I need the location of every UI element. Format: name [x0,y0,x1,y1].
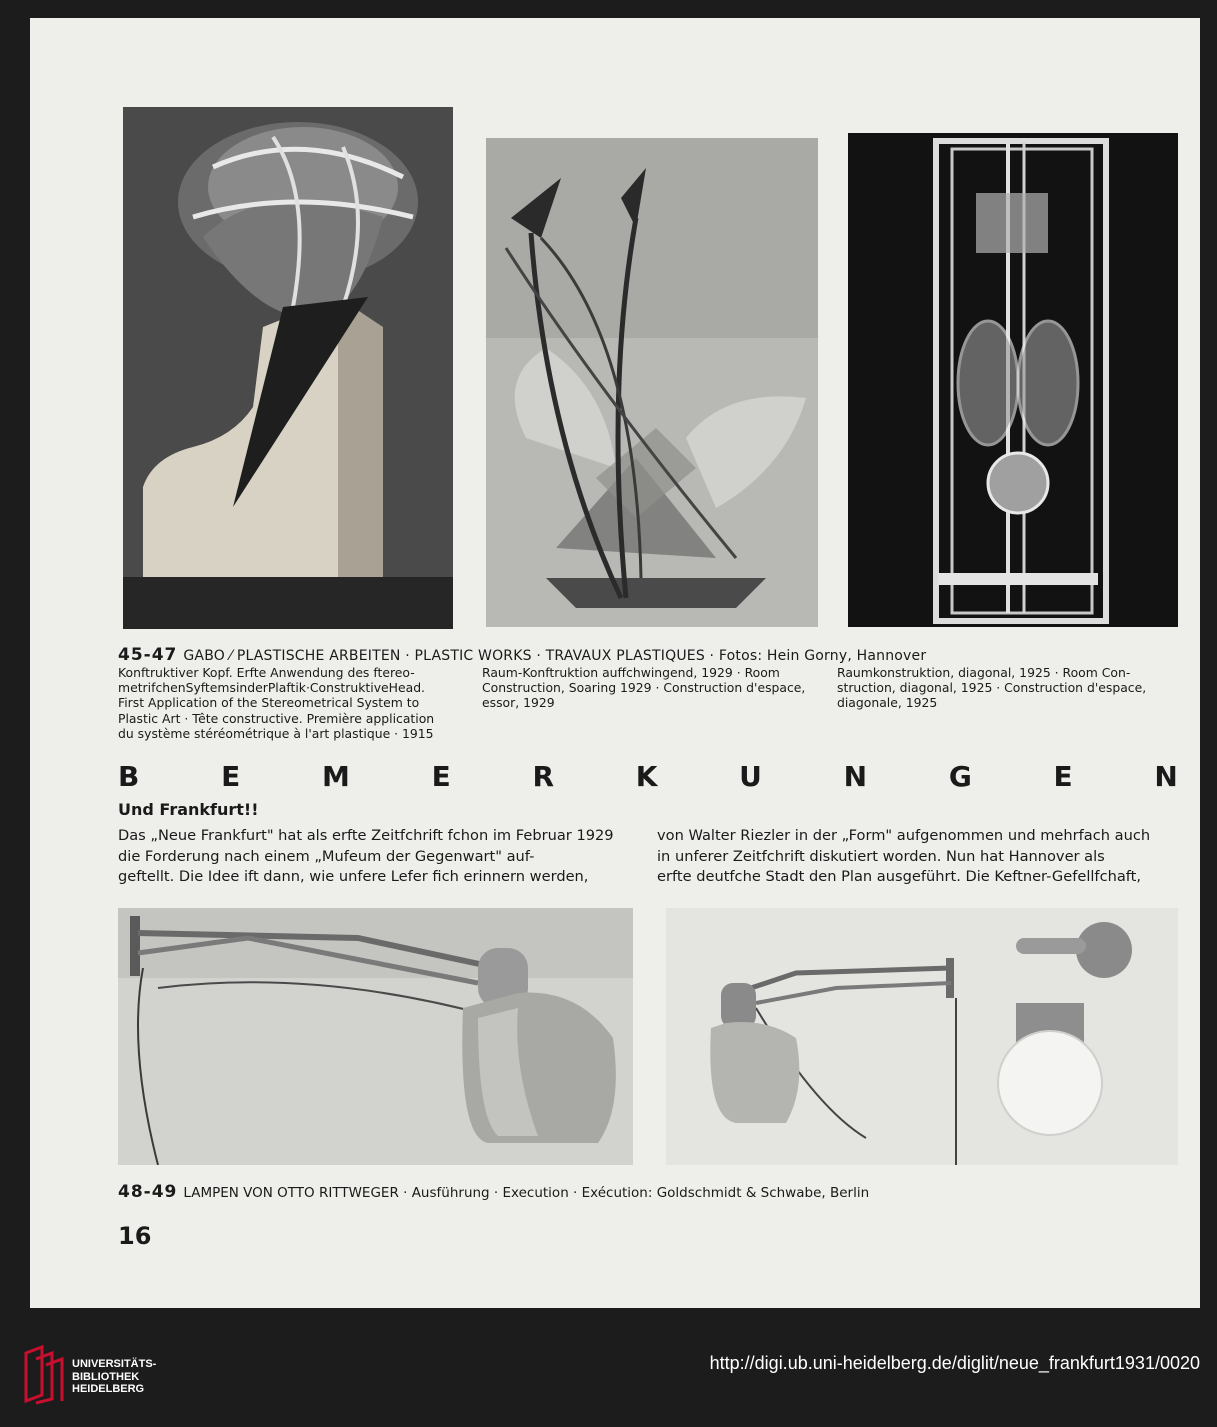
headline-letter: B [118,760,140,793]
headline-letter: M [321,760,350,793]
body-column-2: von Walter Riezler in der „Form" aufgenommen und mehrfach auch in unferer Zeitfchrift diskutiert worden. Nun hat Hannover als erfte deutfche Stadt den Plan ausgeführt. Die Keftner-Gefellfchaft, [657,827,1151,886]
headline-letter: G [948,760,972,793]
headline-letter: N [843,760,868,793]
figure-number: 45-47 [118,645,178,665]
library-logo[interactable] [22,1345,182,1405]
figure-caption-45-47 [118,645,1178,665]
headline-letter: R [532,760,554,793]
photo-constructive-head [123,107,453,629]
figure-caption-48-49 [118,1182,869,1202]
headline-letter: N [1154,760,1178,793]
source-url-link[interactable]: http://digi.ub.uni-heidelberg.de/diglit/neue_frankfurt1931/0020 [709,1353,1200,1373]
headline-letter: E [221,760,241,793]
photo-room-construction-diagonal [848,133,1178,627]
caption-col-1: Konftruktiver Kopf. Erfte Anwendung des ftereo- metrifchenSyftemsinderPlaftik·ConstruktiveHead. First Application of the Stereometrical System to Plastic Art · Tête constructive. Première application du système stéréométrique à l'art plastique · 1915 [118,665,435,741]
page-number: 16 [118,1222,152,1250]
figure-caption-text: GABO ⁄ PLASTISCHE ARBEITEN · PLASTIC WORKS · TRAVAUX PLASTIQUES · Fotos: Hein Gorny, Hannover [183,648,927,664]
article-subheading: Und Frankfurt!! [118,800,259,819]
figure-caption-text: LAMPEN VON OTTO RITTWEGER · Ausführung · Execution · Exécution: Goldschmidt & Schwabe, Berlin [183,1185,870,1201]
caption-col-3: Raumkonstruktion, diagonal, 1925 · Room Con- struction, diagonal, 1925 · Construction d'espace, diagonale, 1925 [837,665,1147,711]
headline-letter: E [1053,760,1073,793]
library-logo-icon [22,1345,66,1405]
headline-letter: K [635,760,658,793]
photo-lamp-48 [118,908,633,1165]
photo-lamp-49 [666,908,1178,1165]
section-headline [118,760,1178,793]
body-column-1: Das „Neue Frankfurt" hat als erfte Zeitfchrift fchon im Februar 1929 die Forderung nach einem „Mufeum der Gegenwart" auf- geftellt. Die Idee ift dann, wie unfere Lefer fich erinnern werden, [118,827,614,886]
photo-room-construction-soaring [486,138,818,627]
figure-number: 48-49 [118,1182,178,1202]
headline-letter: E [431,760,451,793]
caption-col-2: Raum-Konftruktion auffchwingend, 1929 · Room Construction, Soaring 1929 · Construction d'espace, essor, 1929 [482,665,806,711]
headline-letter: U [739,760,762,793]
library-logo-text: UNIVERSITÄTS- BIBLIOTHEK HEIDELBERG [72,1358,157,1395]
